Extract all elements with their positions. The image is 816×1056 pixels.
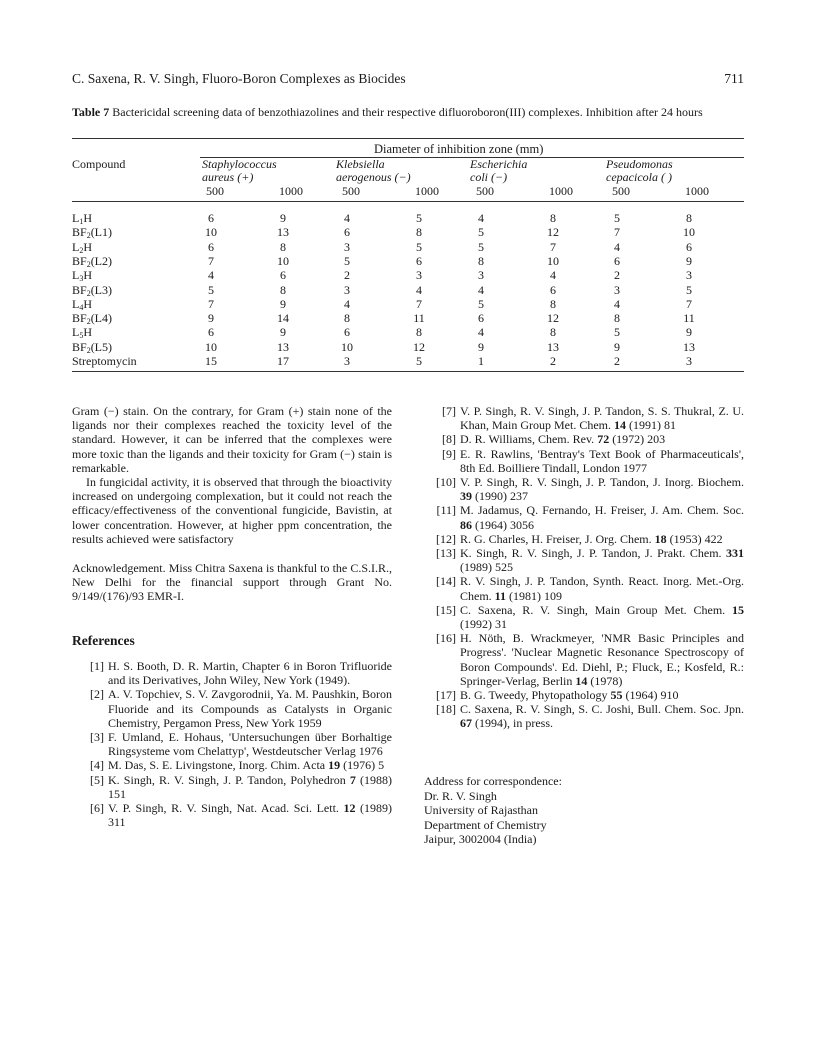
table-cell: 10 [683, 225, 695, 240]
table-cell: 8 [416, 225, 422, 240]
reference-label: [10] [436, 475, 456, 490]
table-cell: 5 [478, 296, 484, 311]
table-cell: 2 [550, 354, 556, 368]
table-caption-label: Table 7 [72, 105, 110, 119]
table-cell: 4 [614, 296, 620, 311]
concentration-header: 500 [476, 184, 494, 198]
compound-base: BF [72, 311, 87, 326]
table-cell: 5 [416, 211, 422, 225]
reference-item [72, 730, 392, 758]
concentration-header: 1000 [685, 184, 709, 198]
reference-item [72, 758, 392, 772]
table-cell: 3 [686, 268, 692, 283]
compound-tail: H [83, 239, 93, 254]
table-cell: 1 [478, 354, 484, 368]
reference-label: [6] [90, 801, 104, 816]
table-cell: 5 [614, 325, 620, 340]
table-cell: 4 [416, 282, 422, 297]
reference-rest: (1964) 3056 [472, 517, 534, 532]
compound-subscript: 2 [79, 245, 84, 255]
concentration-header: 1000 [415, 184, 439, 198]
table-cell: 2 [614, 268, 620, 283]
compound-subscript: 2 [86, 231, 91, 241]
reference-label: [14] [436, 574, 456, 589]
reference-item [424, 404, 744, 432]
table-cell: 3 [614, 282, 620, 297]
organism-name: Klebsiella [336, 157, 385, 171]
reference-label: [11] [436, 503, 456, 518]
table-cell: 3 [478, 268, 484, 283]
reference-text: E. R. Rawlins, 'Bentray's Text Book of Pharmaceuticals', 8th Ed. Boilliere Tindall, London 1977 [460, 446, 744, 475]
table-cell: 8 [550, 325, 556, 340]
reference-volume: 72 [597, 432, 610, 447]
organism-name: Staphylococcus [202, 157, 277, 171]
reference-text: V. P. Singh, R. V. Singh, Nat. Acad. Sci. Lett. [108, 801, 344, 816]
reference-label: [16] [436, 631, 456, 646]
reference-text: F. Umland, E. Hohaus, 'Untersuchungen über Borhaltige Ringsysteme vom Chelattyp', Westdeutscher Verlag 1976 [108, 730, 392, 759]
table-cell: 6 [416, 253, 422, 268]
compound-header: Compound [72, 157, 126, 171]
table-cell: 7 [208, 253, 214, 268]
table-cell: 8 [280, 282, 286, 297]
reference-text: R. V. Singh, J. P. Tandon, Synth. React. Inorg. Met.-Org. Chem. [460, 574, 744, 603]
table-bottom-rule [72, 371, 744, 372]
concentration-header: 1000 [279, 184, 303, 198]
table-cell: 8 [344, 311, 350, 326]
table-cell: 14 [277, 311, 289, 326]
reference-rest: (1992) 31 [460, 617, 507, 632]
reference-item [424, 503, 744, 531]
table-cell: 12 [547, 225, 559, 240]
table-cell: 9 [208, 311, 214, 326]
reference-label: [8] [442, 432, 456, 447]
reference-rest: (1981) 109 [506, 588, 563, 603]
address-line: University of Rajasthan [424, 803, 538, 817]
reference-rest: (1991) 81 [625, 418, 676, 433]
compound-subscript: 3 [79, 274, 84, 284]
compound-base: BF [72, 339, 87, 354]
reference-label: [13] [436, 546, 456, 561]
table-cell: 4 [478, 211, 484, 225]
compound-name [72, 341, 112, 355]
reference-text: M. Jadamus, Q. Fernando, H. Freiser, J. Am. Chem. Soc. [460, 503, 744, 518]
reference-label: [5] [90, 772, 104, 787]
table-cell: 12 [413, 339, 425, 354]
references-list-left [72, 659, 392, 829]
compound-name [72, 298, 92, 312]
reference-item [72, 801, 392, 829]
reference-rest: (1978) [587, 673, 623, 688]
table-cell: 8 [416, 325, 422, 340]
reference-item [424, 432, 744, 446]
table-cell: 4 [614, 239, 620, 254]
reference-label: [15] [436, 602, 456, 617]
table-cell: 10 [205, 339, 217, 354]
table-cell: 10 [341, 339, 353, 354]
table-cell: 8 [550, 211, 556, 225]
compound-tail: (L2) [90, 253, 113, 268]
table-cell: 6 [478, 311, 484, 326]
compound-base: L [72, 268, 80, 283]
table-cell: 10 [277, 253, 289, 268]
reference-volume: 39 [460, 489, 472, 504]
table-spanner: Diameter of inhibition zone (mm) [374, 142, 544, 156]
compound-name [72, 212, 92, 226]
table-cell: 10 [547, 253, 559, 268]
reference-rest: (1988) 151 [108, 772, 392, 801]
compound-tail: (L5) [90, 339, 113, 354]
reference-item [72, 659, 392, 687]
table-cell: 5 [208, 282, 214, 297]
compound-tail: H [83, 211, 93, 225]
organism-sub: coli (−) [470, 170, 508, 184]
compound-tail: H [83, 268, 93, 283]
compound-base: L [72, 211, 80, 225]
concentration-header: 1000 [549, 184, 573, 198]
table-cell: 9 [686, 325, 692, 340]
table-cell: 2 [344, 268, 350, 283]
reference-label: [2] [90, 687, 104, 702]
reference-text: H. S. Booth, D. R. Martin, Chapter 6 in Boron Trifluoride and its Derivatives, John Wiley, New York (1949). [108, 659, 392, 688]
table-caption-text: Bactericidal screening data of benzothiazolines and their respective difluoroboron(III) complexes. Inhibition after 24 hours [109, 105, 703, 119]
reference-rest: (1953) 422 [666, 531, 723, 546]
table-cell: 7 [550, 239, 556, 254]
compound-base: Streptomycin [72, 354, 137, 368]
reference-label: [9] [442, 446, 456, 461]
reference-item [424, 447, 744, 475]
reference-label: [3] [90, 730, 104, 745]
reference-text: A. V. Topchiev, S. V. Zavgorodnii, Ya. M. Paushkin, Boron Fluoride and its Compounds as Catalysts in Organic Chemistry, Pergamon Press, New York 1959 [108, 687, 392, 730]
reference-text: M. Das, S. E. Livingstone, Inorg. Chim. Acta [108, 758, 329, 773]
reference-volume: 15 [732, 602, 744, 617]
table-cell: 3 [344, 282, 350, 297]
table-cell: 4 [550, 268, 556, 283]
compound-base: L [72, 296, 80, 311]
reference-item [424, 532, 744, 546]
reference-item [424, 475, 744, 503]
compound-base: L [72, 239, 80, 254]
compound-name [72, 255, 112, 269]
table-cell: 3 [344, 354, 350, 368]
compound-tail: H [83, 296, 93, 311]
reference-label: [12] [436, 531, 456, 546]
organism-sub: aureus (+) [202, 170, 254, 184]
reference-volume: 14 [575, 673, 588, 688]
address-line: Dr. R. V. Singh [424, 788, 497, 803]
table-cell: 17 [277, 354, 289, 368]
reference-label: [7] [442, 404, 456, 418]
reference-volume: 19 [328, 758, 341, 773]
compound-name [72, 226, 112, 240]
body-paragraph: In fungicidal activity, it is observed that through the bioactivity increased on undergoing complexation, but it could not reach the efficacy/effectiveness of the conventional fungicide, Bavistin, at lower concentration. However, at higher ppm concentration, the results achieved were satisfactory [72, 475, 392, 546]
compound-subscript: 2 [86, 288, 91, 298]
compound-name [72, 355, 137, 369]
running-head [72, 71, 744, 87]
reference-volume: 18 [654, 531, 667, 546]
compound-subscript: 1 [79, 217, 84, 226]
reference-text: B. G. Tweedy, Phytopathology [460, 688, 611, 703]
address-line: Department of Chemistry [424, 817, 547, 832]
reference-item [424, 688, 744, 702]
reference-text: C. Saxena, R. V. Singh, Main Group Met. Chem. [460, 602, 732, 617]
table-cell: 7 [614, 225, 620, 240]
correspondence-address [424, 774, 562, 847]
reference-rest: (1972) 203 [609, 432, 666, 447]
table-cell: 5 [686, 282, 692, 297]
table-top-rule [72, 138, 744, 139]
reference-label: [18] [436, 702, 456, 717]
table-cell: 3 [416, 268, 422, 283]
reference-text: V. P. Singh, R. V. Singh, J. P. Tandon, S. S. Thukral, Z. U. Khan, Main Group Met. Chem. [460, 404, 744, 433]
table-cell: 6 [614, 253, 620, 268]
table-cell: 8 [686, 211, 692, 225]
compound-base: BF [72, 282, 87, 297]
compound-base: L [72, 325, 80, 340]
address-heading: Address for correspondence: [424, 774, 562, 788]
address-line: Jaipur, 3002004 (India) [424, 832, 537, 846]
table-cell: 2 [614, 354, 620, 368]
table-cell: 6 [686, 239, 692, 254]
compound-subscript: 5 [79, 331, 84, 341]
table-cell: 11 [413, 311, 425, 326]
concentration-header: 500 [612, 184, 630, 198]
table-cell: 8 [614, 311, 620, 326]
table-cell: 5 [478, 239, 484, 254]
reference-item [424, 603, 744, 631]
reference-text: C. Saxena, R. V. Singh, S. C. Joshi, Bull. Chem. Soc. Jpn. [460, 702, 744, 717]
reference-rest: (1990) 237 [472, 489, 528, 504]
left-column-text [72, 404, 392, 604]
reference-item [424, 702, 744, 730]
references-heading: References [72, 633, 135, 648]
organism-sub: cepacicola ( ) [606, 170, 672, 184]
table-cell: 3 [686, 354, 692, 368]
compound-name [72, 312, 112, 326]
compound-name [72, 284, 112, 298]
page-number: 711 [724, 71, 744, 86]
reference-text: R. G. Charles, H. Freiser, J. Org. Chem. [460, 531, 655, 546]
table-cell: 13 [547, 339, 559, 354]
organism-name: Escherichia [470, 157, 528, 171]
compound-subscript: 4 [79, 302, 84, 312]
reference-rest: (1964) 910 [622, 688, 679, 703]
reference-volume: 86 [460, 517, 472, 532]
reference-item [424, 631, 744, 688]
table-header-rule [72, 201, 744, 202]
reference-volume: 11 [494, 588, 507, 603]
compound-subscript: 2 [86, 259, 91, 269]
table-cell: 9 [614, 339, 620, 354]
reference-volume: 55 [610, 688, 623, 703]
table-cell: 9 [686, 253, 692, 268]
table-cell: 6 [208, 239, 214, 254]
compound-name [72, 326, 92, 340]
reference-item [72, 773, 392, 801]
table-cell: 12 [547, 311, 559, 326]
compound-subscript: 2 [86, 345, 91, 355]
table-cell: 7 [686, 296, 692, 311]
table-cell: 9 [280, 296, 286, 311]
compound-tail: H [83, 325, 93, 340]
table-cell: 6 [344, 225, 350, 240]
reference-label: [4] [90, 758, 104, 773]
table-cell: 10 [205, 225, 217, 240]
compound-tail: (L3) [90, 282, 113, 297]
reference-volume: 67 [460, 716, 472, 731]
body-paragraph: Gram (−) stain. On the contrary, for Gram (+) stain none of the ligands nor their complexes reached the toxicity level of the standard. However, it can be inferred that the complexes were more toxic than the ligands and their toxicity for Gram (−) stain is remarkable. [72, 404, 392, 475]
organism-sub: aerogenous (−) [336, 170, 411, 184]
table-cell: 3 [344, 239, 350, 254]
table-cell: 13 [277, 225, 289, 240]
compound-name [72, 269, 92, 283]
table-cell: 4 [344, 296, 350, 311]
acknowledgement: Acknowledgement. Miss Chitra Saxena is thankful to the C.S.I.R., New Delhi for the financial support through Grant No. 9/149/(176)/93 EMR-I. [72, 561, 392, 604]
reference-text: K. Singh, R. V. Singh, J. P. Tandon, J. Prakt. Chem. [460, 546, 726, 561]
running-head-authors-title: C. Saxena, R. V. Singh, Fluoro-Boron Complexes as Biocides [72, 71, 406, 86]
reference-rest: (1989) 525 [460, 560, 513, 575]
concentration-header: 500 [342, 184, 360, 198]
table-cell: 9 [478, 339, 484, 354]
table-cell: 8 [280, 239, 286, 254]
table-cell: 5 [416, 354, 422, 368]
reference-item [72, 687, 392, 730]
table-cell: 8 [478, 253, 484, 268]
reference-volume: 331 [726, 546, 744, 561]
organism-name: Pseudomonas [606, 157, 673, 171]
table-cell: 9 [280, 211, 286, 225]
table-cell: 4 [478, 325, 484, 340]
table-cell: 15 [205, 354, 217, 368]
reference-item [424, 574, 744, 602]
reference-label: [1] [90, 659, 104, 673]
reference-text: K. Singh, R. V. Singh, J. P. Tandon, Polyhedron [108, 772, 350, 787]
table-cell: 6 [208, 325, 214, 340]
reference-text: V. P. Singh, R. V. Singh, J. P. Tandon, J. Inorg. Biochem. [460, 475, 744, 490]
concentration-header: 500 [206, 184, 224, 198]
table-cell: 6 [344, 325, 350, 340]
reference-rest: (1989) 311 [108, 801, 392, 830]
reference-volume: 7 [349, 772, 356, 787]
table-cell: 4 [478, 282, 484, 297]
table-cell: 7 [208, 296, 214, 311]
reference-text: H. Nöth, B. Wrackmeyer, 'NMR Basic Principles and Progress'. 'Nuclear Magnetic Resonance Spectroscopy of Boron Compounds'. Ed. Diehl, P.; Fluck, E.; Kosfeld, R.: Springer-Verlag, Berlin [460, 631, 744, 688]
reference-item [424, 546, 744, 574]
compound-tail: (L1) [90, 225, 113, 240]
reference-text: D. R. Williams, Chem. Rev. [460, 432, 598, 447]
compound-base: BF [72, 253, 87, 268]
table-cell: 6 [280, 268, 286, 283]
table-cell: 6 [208, 211, 214, 225]
table-cell: 5 [344, 253, 350, 268]
table-cell: 5 [416, 239, 422, 254]
compound-tail: (L4) [90, 311, 113, 326]
table-cell: 6 [550, 282, 556, 297]
reference-volume: 12 [343, 801, 356, 816]
compound-base: BF [72, 225, 87, 240]
table-cell: 5 [614, 211, 620, 225]
table-cell: 8 [550, 296, 556, 311]
table-cell: 4 [208, 268, 214, 283]
reference-rest: (1976) 5 [340, 758, 385, 773]
table-caption [72, 105, 744, 120]
compound-name [72, 241, 92, 255]
table-cell: 9 [280, 325, 286, 340]
table-cell: 7 [416, 296, 422, 311]
compound-subscript: 2 [86, 317, 91, 327]
reference-label: [17] [436, 688, 456, 703]
table-cell: 5 [478, 225, 484, 240]
table-cell: 13 [277, 339, 289, 354]
reference-volume: 14 [613, 418, 626, 433]
table-cell: 4 [344, 211, 350, 225]
reference-rest: (1994), in press. [472, 716, 553, 731]
table-cell: 13 [683, 339, 695, 354]
table-cell: 11 [683, 311, 695, 326]
references-list-right [424, 404, 744, 731]
